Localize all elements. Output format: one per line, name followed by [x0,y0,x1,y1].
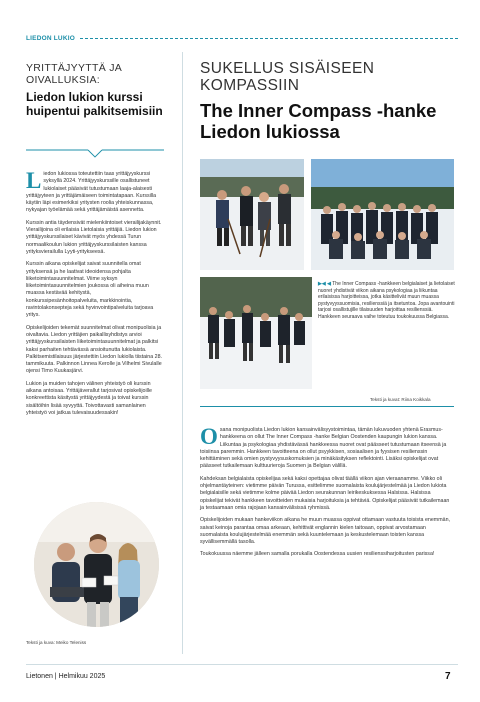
footer-publication: Lietonen | Helmikuu 2025 [26,673,106,680]
left-paragraph-2: Kurssin antia täydensivät mielenkiintoiset vierailijakäynnit. Vierailijoina oli erilaisia Lietolaisia yrittäjiä. Liedon lukion yrittäjyyskurssilaiset kävivät myös yhdessä Turun normaalikoulun lukion yrittäjyyskurssilaisten kanssa yrityksvierailulla Lyyti-yritykseesä. [26,219,162,255]
caption-text: The Inner Compass -hankkeen belgialaiset ja lietolaiset nuoret yhdistivät viikon aikana psykologiaa ja liikuntaa erilaisissa harjoitteissa, jotka käsittelivät muun muassa pystyvyyssuomisia, resilienssiä ja itsetuntoa. Jopa avantouinti tarjosi osallistujille tilaisuuden harjoittaa resilienssiä. Hankkeen seuraava vaihe toteutuu toukokuussa Belgiassa. [318,281,455,320]
column-divider [182,52,183,654]
right-paragraph-4: Toukokuussa näemme jälleen samalla porukalla Oostendessa uusien resilienssiharjoitusten parissa! [200,551,435,558]
left-dropcap: L [26,168,42,193]
photo-ice-hockey [200,159,304,270]
right-kicker: SUKELLUS SISÄISEEN KOMPASSIIN [200,60,375,94]
right-dropcap: O [200,424,218,449]
photo-caption [318,281,455,321]
left-photo-caption: Teksti ja kuva: Meiko Teleniss [26,640,87,645]
award-photo [34,502,159,627]
top-dashed-rule [80,38,458,39]
right-paragraph-3: Opiskelijoiden mukaan hankeviikon aikana he muun muassa oppivat ottamaan vastuuta toisista enemmän, saivat keinoja parantaa omaa arkeaan, kehittivät englannin kielen taitoaan, oppivat arvostamaan suomalaista koulujärjestelmää enemmän sekä kuuntelemaan ja keskustelemaan toisten kanssa syvällisemmällä tasolla. [200,517,450,546]
left-paragraph-5: Lukion ja muiden tahojen välinen yhteistyö oli kurssin aikana antoisaa. Yrittäjäverallut tarjosivat opiskelijoille konkreettista käsitystä yrittäjyydestä ja toivat kurssin sisältöihin lisää syvyyttä. Toivottavasti samanlainen yhteistyö voi jatkua tulevaisuudessakin! [26,380,152,416]
right-paragraph-2: Kahdeksan belgialaista opiskelijaa sekä kaksi opettajaa olivat täällä viikon ajan vieraanamme. Viikko oli ohjelmantäyteinen: vietimme päivän Turussa, esittelimme suomalaista koulujärjestelmää ja Liedon lukiota belgialaisille sekä vietimme kolme päivää Liedon seurakunnan leirikeskuksessa Halsissa. Halsissa opiskelijat tekivät hankkeen tavoitteiden mukaisia harjoituksia ja tehtäviä. Opiskelijat pääsivät tutkailemaan ja testaamaan omia rajojaan kansainvälisissä ryhmissä. [200,475,450,511]
left-paragraph-4: Opiskelijoiden tekemät suunnitelmat olivat monipuolisia ja oivaltavia. Liedon yrittäjien paikallisyhdistys arvioi yrittäjyyskurssilaisten liiketoimintasuunnitelmat ja palkitsi kaksi parhaiten tehtävässä ansioitunutta lukiolaista. Palkitsemistilaisuus järjestettiin Liedon lukiolla tiistaina 28. tammikuuta. Palkinnon Linnea Kerolle ja Vilhelmi Sivulalle ojensi Timo Kuukasjärvi. [26,324,163,375]
left-title: Liedon lukion kurssi huipentui palkitsemisiin [26,90,163,118]
right-title: The Inner Compass -hanke Liedon lukiossa [200,100,437,142]
chevron-divider-icon [26,148,164,160]
caption-arrows-icon: ▶◀ ◀ [318,281,331,287]
page-number: 7 [445,671,451,682]
left-article-body [26,168,164,422]
section-tag: LIEDON LUKIO [26,35,75,42]
photo-group-snow [311,159,454,270]
left-paragraph-3: Kurssin aikana opiskelijat saivat suunnitella omat yrityksensä ja he laativat ideoidensa pohjalta liiketoimintasuunnitelmat. Viime syksyn liiketoimintasuunnitelmien joukossa oli aiheina muun muassa kestävää kehitystä, konkurssipesänhoitopalveluita, markkinointia, ravintolakonsepteja sekä hyvinvointipalveluita tarjoava yritys. [26,261,154,319]
footer-rule [26,664,458,665]
photo-winter-activity [200,277,312,389]
right-rule [200,406,454,407]
right-paragraph-1: Osana monipuolista Liedon lukion kansainvälisyystoimintaa, tämän lukuvuoden yhtenä Erasmus-hankkeena on ollut The Inner Compass -hanke Belgian Oostenden kaupungin lukion kanssa. Liikuntaa ja psykologiaa yhdistävässä hankkeessa nuoret ovat päässeet tutustumaan itseensä ja toisiinsa paremmin. Hankkeen tavoitteena on ollut psyykkisen, sosiaalisen ja fyysisen resilienssin kehittäminen sekä omien pystyvyysuskomuksien ja minäkäsityksen reflektointi. Lisäksi opiskelijat ovat päässeet tutkailemaan kulttuurieroja Suomen ja Belgian välillä. [200,424,447,470]
left-kicker: YRITTÄJYYTTÄ JA OIVALLUKSIA: [26,62,122,86]
left-paragraph-1: Liedon lukiossa toteutettiin taas yrittäjyyskurssi syksyllä 2024. Yrittäjyyskurssille osallistuneet lukiolaiset pääsivät tutustumaan laaja-alaisesti yrittäjyyteen ja yrittäjämäiseen toimintatapaan. Kurssilla käytiin läpi esimerkiksi yritysten roolia yhteiskunnassa, nykyajan työelämää sekä yrittäjämäistä asennetta. [26,168,157,214]
right-photo-credit: Teksti ja kuvat: Riina Koikkala [370,397,431,402]
right-article-body [200,424,454,564]
